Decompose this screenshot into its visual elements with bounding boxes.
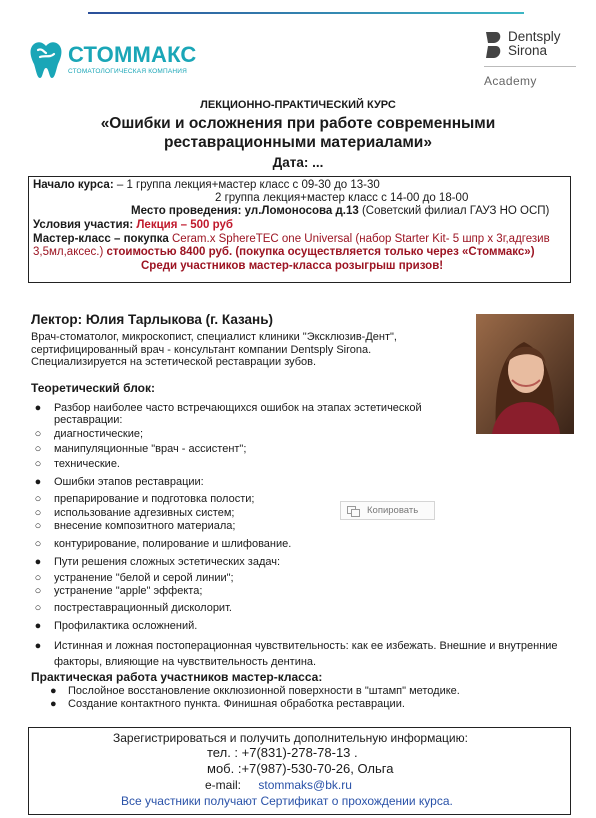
practice-item-text: Создание контактного пункта. Финишная обработка реставрации. bbox=[68, 698, 405, 710]
copy-button[interactable] bbox=[340, 501, 435, 520]
conditions-value: Лекция – 500 руб bbox=[133, 219, 233, 231]
tooth-icon bbox=[28, 40, 64, 80]
masterclass-row bbox=[33, 233, 550, 246]
contact-box bbox=[28, 727, 571, 815]
sub-bullet-icon: ○ bbox=[34, 602, 42, 614]
copy-button-label: Копировать bbox=[367, 505, 419, 516]
partner-line2: Sirona bbox=[508, 43, 548, 58]
theory-heading: Теоретический блок: bbox=[31, 381, 155, 395]
bullet-icon: ● bbox=[50, 685, 57, 697]
venue-label: Место проведения: bbox=[131, 205, 242, 217]
bullet-icon: ● bbox=[50, 698, 57, 710]
masterclass-cost: стоимостью 8400 руб. (покупка осуществляется только через «Стоммакс») bbox=[103, 246, 535, 258]
venue-row bbox=[131, 205, 549, 218]
phone-office: тел. : +7(831)-278-78-13 . bbox=[207, 745, 358, 760]
bullet-icon: ● bbox=[34, 556, 42, 568]
partner-divider bbox=[484, 66, 576, 67]
copy-icon bbox=[347, 506, 361, 517]
partner-line1: Dentsply bbox=[508, 29, 561, 44]
sub-bullet-icon: ○ bbox=[34, 520, 42, 532]
contact-intro: Зарегистрироваться и получить дополнительную информацию: bbox=[113, 731, 468, 745]
theory-item-text: диагностические; bbox=[54, 428, 144, 440]
dentsply-sirona-logo bbox=[484, 30, 580, 92]
bullet-icon: ● bbox=[34, 640, 42, 652]
theory-item-text: технические. bbox=[54, 458, 120, 470]
conditions-row bbox=[33, 219, 233, 232]
certificate-note: Все участники получают Сертификат о прохождении курса. bbox=[121, 794, 453, 808]
lecturer-desc-line1: Врач-стоматолог, микроскопист, специалист клиники "Эксклюзив-Дент", bbox=[31, 331, 397, 343]
course-type: ЛЕКЦИОННО-ПРАКТИЧЕСКИЙ КУРС bbox=[200, 99, 396, 111]
sub-bullet-icon: ○ bbox=[34, 507, 42, 519]
start-row bbox=[33, 179, 380, 192]
theory-item-text: Ошибки этапов реставрации: bbox=[54, 476, 204, 488]
prize-note: Среди участников мастер-класса розыгрыш призов! bbox=[141, 260, 444, 272]
lecturer-heading bbox=[31, 312, 273, 327]
theory-item-text: Истинная и ложная постоперационная чувствительность: как ее избежать. Внешние и внутренние bbox=[54, 640, 558, 652]
theory-item-text: манипуляционные "врач - ассистент"; bbox=[54, 443, 247, 455]
masterclass-row2 bbox=[33, 246, 535, 259]
email-link[interactable]: stommaks@bk.ru bbox=[258, 778, 352, 792]
theory-item-text: Профилактика осложнений. bbox=[54, 620, 198, 632]
sub-bullet-icon: ○ bbox=[34, 572, 42, 584]
course-title-line2: реставрационными материалами» bbox=[164, 134, 432, 151]
brand-subtitle: СТОМАТОЛОГИЧЕСКАЯ КОМПАНИЯ bbox=[68, 68, 188, 75]
conditions-label: Условия участия: bbox=[33, 219, 134, 231]
theory-item-text: Пути решения сложных эстетических задач: bbox=[54, 556, 281, 568]
brand-name: СТОММАКС bbox=[68, 42, 197, 67]
sub-bullet-icon: ○ bbox=[34, 585, 42, 597]
partner-name bbox=[508, 30, 561, 58]
course-info-box bbox=[28, 176, 571, 283]
theory-item-text: постреставрационный дисколорит. bbox=[54, 602, 232, 614]
theory-item-text: препарирование и подготовка полости; bbox=[54, 493, 255, 505]
group1-schedule: – 1 группа лекция+мастер класс с 09-30 до 13-30 bbox=[113, 179, 380, 191]
lecturer-desc-line3: Специализируется на эстетической реставрации зубов. bbox=[31, 356, 317, 368]
lecturer-desc-line2: сертифицированный врач - консультант компании Dentsply Sirona. bbox=[31, 343, 372, 356]
lecturer-description bbox=[31, 331, 451, 369]
theory-item-text: реставрации: bbox=[54, 414, 123, 426]
theory-item-text: устранение "белой и серой линии"; bbox=[54, 572, 234, 584]
course-title-line1: «Ошибки и осложнения при работе современными bbox=[100, 115, 496, 132]
masterclass-kit2: 3,5мл,аксес.) bbox=[33, 246, 104, 258]
email-label: e-mail: bbox=[205, 778, 242, 792]
start-label: Начало курса: bbox=[33, 179, 114, 191]
bullet-icon: ● bbox=[34, 476, 42, 488]
phone-mobile: моб. :+7(987)-530-70-26, Ольга bbox=[207, 761, 394, 776]
practice-item-text: Послойное восстановление окклюзионной поверхности в "штамп" методике. bbox=[68, 685, 460, 697]
course-title bbox=[0, 114, 596, 152]
practice-heading: Практическая работа участников мастер-класса: bbox=[31, 670, 323, 684]
stommax-logo bbox=[28, 40, 198, 82]
partner-academy: Academy bbox=[484, 74, 537, 88]
theory-item-text: внесение композитного материала; bbox=[54, 520, 236, 532]
sub-bullet-icon: ○ bbox=[34, 443, 42, 455]
sub-bullet-icon: ○ bbox=[34, 458, 42, 470]
practice-item bbox=[50, 685, 490, 698]
sub-bullet-icon: ○ bbox=[34, 493, 42, 505]
bullet-icon: ● bbox=[34, 402, 42, 414]
masterclass-kit: Ceram.x SphereTEC one Universal (набор Starter Kit- 5 шпр х 3г,адгезив bbox=[168, 233, 550, 245]
theory-item-text: факторы, влияющие на чувствительность дентина. bbox=[54, 656, 317, 668]
email-row bbox=[205, 778, 352, 792]
practice-item bbox=[50, 698, 490, 711]
venue-address: ул.Ломоносова д.13 bbox=[241, 205, 359, 217]
theory-item-text: использование адгезивных систем; bbox=[54, 507, 235, 519]
course-date: Дата: ... bbox=[272, 155, 324, 170]
sub-bullet-icon: ○ bbox=[34, 538, 42, 550]
lecturer-photo bbox=[476, 314, 574, 434]
bullet-icon: ● bbox=[34, 620, 42, 632]
venue-note: (Советский филиал ГАУЗ НО ОСП) bbox=[358, 205, 550, 217]
masterclass-label: Мастер-класс – покупка bbox=[33, 233, 169, 245]
theory-item-text: устранение "apple" эффекта; bbox=[54, 585, 203, 597]
theory-item-text: Разбор наиболее часто встречающихся ошибок на этапах эстетической bbox=[54, 402, 422, 414]
lecturer-label: Лектор: bbox=[31, 312, 83, 327]
dentsply-mark-icon bbox=[484, 30, 504, 60]
sub-bullet-icon: ○ bbox=[34, 428, 42, 440]
theory-item-text: контурирование, полирование и шлифование. bbox=[54, 538, 292, 550]
group2-schedule: 2 группа лекция+мастер класс с 14-00 до 18-00 bbox=[215, 192, 469, 204]
lecturer-name: Юлия Тарлыкова (г. Казань) bbox=[82, 312, 273, 327]
top-divider-line bbox=[88, 12, 524, 14]
